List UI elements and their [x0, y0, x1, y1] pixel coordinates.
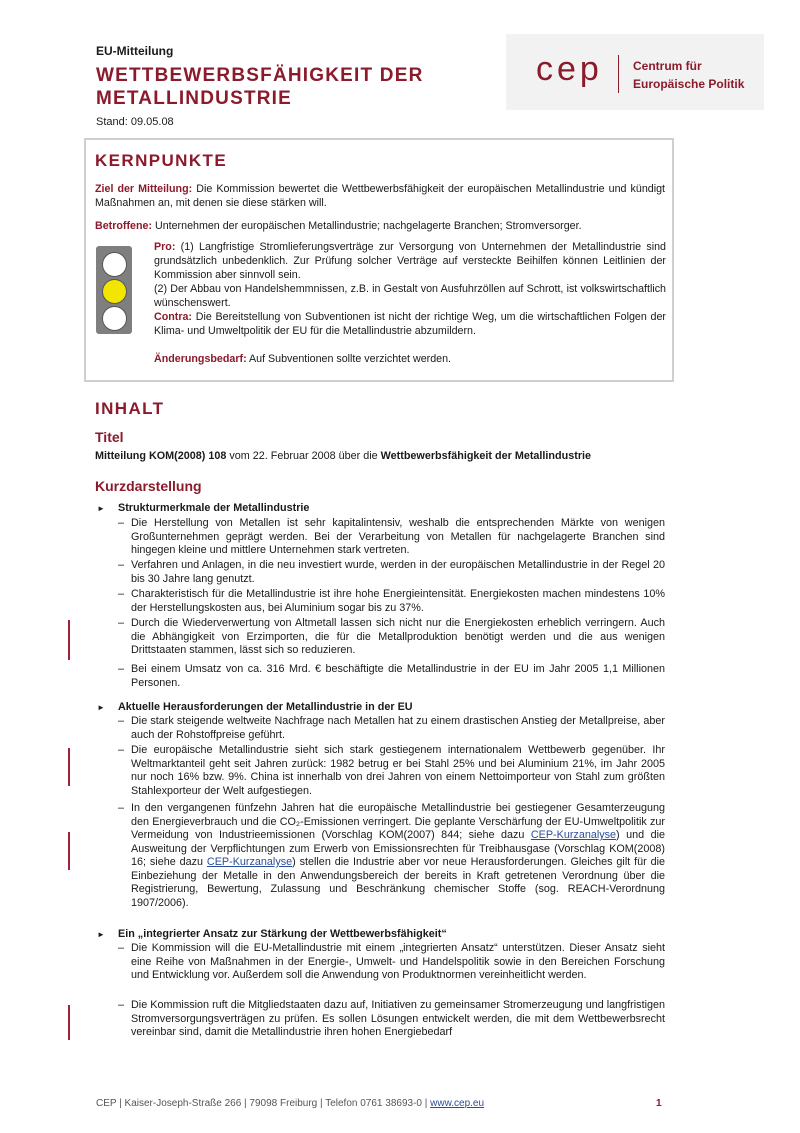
titel-line	[95, 450, 591, 462]
dash-marker: –	[118, 663, 125, 675]
dash-marker: –	[118, 715, 125, 727]
titel-part2: vom 22. Februar 2008 über die	[226, 450, 381, 462]
logo-name-line2: Europäische Politik	[633, 77, 745, 91]
list-item: Charakteristisch für die Metallindustrie ist ihre hohe Energieintensität. Energiekosten machen mindestens 10% der Herstellungskosten aus, bei Aluminium sogar bis zu 37%.	[131, 588, 665, 614]
footer-website-link[interactable]: www.cep.eu	[430, 1098, 485, 1109]
pro-label: Pro:	[154, 241, 176, 253]
titel-heading: Titel	[95, 429, 124, 445]
section-title-2: Aktuelle Herausforderungen der Metallindustrie in der EU	[118, 701, 413, 713]
cep-kurzanalyse-link-2[interactable]: CEP-Kurzanalyse	[206, 856, 293, 868]
item-text-c: ) stellen die Industrie aber vor neue Herausforderungen. Gleiches gilt für die Einbeziehung der Metalle in den Anwendungsbereich der bereits in Kraft getretenen Verordnung über die Registrierung, Bewertung, Zulassung und Beschränkung chemischer Stoffe (sog. REACH-Verordnung 1907/2006).	[131, 856, 665, 909]
section-bullet-icon: ►	[97, 504, 105, 513]
footer	[96, 1098, 484, 1109]
change-marker	[68, 1005, 70, 1040]
document-title: WETTBEWERBSFÄHIGKEIT DER METALLINDUSTRIE	[96, 65, 424, 109]
logo-divider	[618, 55, 619, 93]
aenderung-label: Änderungsbedarf:	[154, 353, 247, 365]
dash-marker: –	[118, 559, 125, 571]
dash-marker: –	[118, 999, 125, 1011]
page-number: 1	[656, 1098, 662, 1109]
dash-marker: –	[118, 802, 125, 814]
dash-marker: –	[118, 617, 125, 629]
inhalt-heading: INHALT	[95, 399, 165, 418]
pro-text-2: (2) Der Abbau von Handelshemmnissen, z.B. in Gestalt von Ausfuhrzöllen auf Schrott, ist volkswirtschaftlich wünschenswert.	[154, 283, 666, 309]
contra-label: Contra:	[154, 311, 192, 323]
footer-text: CEP | Kaiser-Joseph-Straße 266 | 79098 Freiburg | Telefon 0761 38693-0 |	[96, 1098, 431, 1109]
list-item: Die Kommission will die EU-Metallindustrie mit einem „integrierten Ansatz“ unterstützen. Dieser Ansatz sieht eine Reihe von Maßnahmen in der Energie-, Umwelt- und Handelspolitik sowie in den Bereichen Forschung und Entwicklung vor. Außerdem soll die Anwendung von Produktnormen vereinheitlicht werden.	[131, 942, 665, 981]
list-item: Die europäische Metallindustrie sieht sich stark gestiegenem internationalem Wettbewerb gegenüber. Ihr Weltmarktanteil geht seit Jahren zurück: 1982 betrug er bei Stahl 25% und bei Aluminium 21%, im Jahr 2005 nur noch 16% bzw. 9%. China ist innerhalb von drei Jahren von einem Nettoimporteur von Stahl zum größten Stahlexporteur der Welt aufgestiegen.	[131, 744, 665, 797]
section-title-3: Ein „integrierter Ansatz zur Stärkung der Wettbewerbsfähigkeit“	[118, 928, 447, 940]
traffic-light-yellow-lamp	[102, 279, 127, 304]
ziel-paragraph	[95, 182, 665, 210]
traffic-light-icon	[96, 246, 132, 334]
betroffene-label: Betroffene:	[95, 220, 153, 232]
change-marker	[68, 748, 70, 786]
list-item: Die Herstellung von Metallen ist sehr kapitalintensiv, weshalb die entsprechenden Märkte von wenigen Großunternehmen geprägt werden. Bei der Verarbeitung von Metallen für nachgelagerte Branchen sind hingegen kleine und mittlere Unternehmen stark vertreten.	[131, 517, 665, 556]
ziel-label: Ziel der Mitteilung:	[95, 183, 193, 195]
list-item: Bei einem Umsatz von ca. 316 Mrd. € beschäftigte die Metallindustrie in der EU im Jahr 2005 1,1 Millionen Personen.	[131, 663, 665, 689]
list-item: Die Kommission ruft die Mitgliedstaaten dazu auf, Initiativen zu gemeinsamer Stromerzeugung und langfristigen Stromversorgungsverträgen zu prüfen. Es sollen Lösungen entwickelt werden, die mit dem Wettbewerbsrecht vereinbar sind, damit die Metallindustrie ihren hohen Energiebedarf	[131, 999, 665, 1038]
traffic-light-green-lamp	[102, 306, 127, 331]
betroffene-paragraph	[95, 219, 665, 233]
kernpunkte-heading: KERNPUNKTE	[95, 151, 228, 170]
dash-marker: –	[118, 942, 125, 954]
contra-text: Die Bereitstellung von Subventionen ist nicht der richtige Weg, um die wirtschaftlichen Folgen der Klima- und Umweltpolitik der EU für die Metallindustrie abzumildern.	[154, 311, 666, 337]
change-marker	[68, 832, 70, 870]
traffic-light-red-lamp	[102, 252, 127, 277]
pro-paragraph	[154, 240, 666, 338]
change-marker	[68, 620, 70, 660]
titel-part3: Wettbewerbsfähigkeit der Metallindustrie	[380, 450, 592, 462]
dash-marker: –	[118, 588, 125, 600]
list-item: Die stark steigende weltweite Nachfrage nach Metallen hat zu einem drastischen Anstieg der Metallpreise, aber auch der Rohstoffpreise geführt.	[131, 715, 665, 741]
document-type: EU-Mitteilung	[96, 44, 174, 58]
dash-marker: –	[118, 744, 125, 756]
list-item: Verfahren und Anlagen, in die neu investiert wurde, werden in der europäischen Metallindustrie in der Regel 20 bis 30 Jahre lang genutzt.	[131, 559, 665, 585]
list-item: Durch die Wiederverwertung von Altmetall lassen sich nicht nur die Energiekosten erheblich verringern. Auch die Abhängigkeit von Erzimporten, die für die Metallproduktion benötigt werden und die aus wenigen Drittstaaten stammen, lässt sich so reduzieren.	[131, 617, 665, 656]
dash-marker: –	[118, 517, 125, 529]
section-bullet-icon: ►	[97, 930, 105, 939]
betroffene-text: Unternehmen der europäischen Metallindustrie; nachgelagerte Branchen; Stromversorger.	[152, 220, 582, 232]
pro-text-1: (1) Langfristige Stromlieferungsverträge zur Versorgung von Unternehmen der Metallindustrie sind grundsätzlich unbedenklich. Zur Prüfung solcher Verträge auf versteckte Beihilfen können Leitlinien der Kommission aber sinnvoll sein.	[154, 241, 666, 281]
aenderung-text: Auf Subventionen sollte verzichtet werden.	[246, 353, 452, 365]
cep-logo: cep	[536, 50, 603, 88]
kurzdarstellung-heading: Kurzdarstellung	[95, 478, 202, 494]
logo-name-line1: Centrum für	[633, 59, 702, 73]
titel-part1: Mitteilung KOM(2008) 108	[95, 450, 227, 462]
cep-kurzanalyse-link-1[interactable]: CEP-Kurzanalyse	[530, 829, 617, 841]
section-bullet-icon: ►	[97, 703, 105, 712]
ziel-text: Die Kommission bewertet die Wettbewerbsfähigkeit der europäischen Metallindustrie und kündigt Maßnahmen an, mit denen sie diese stärken will.	[95, 183, 666, 209]
item-text-b: ) und die Ausweitung der Verpflichtungen zum Erwerb von Emissionsrechten für Treibhausgase (Vorschlag KOM(2008) 16; siehe dazu	[131, 829, 665, 868]
section-title-1: Strukturmerkmale der Metallindustrie	[118, 502, 310, 514]
list-item	[131, 802, 665, 910]
document-date: Stand: 09.05.08	[96, 116, 174, 128]
item-text-a: In den vergangenen fünfzehn Jahren hat die europäische Metallindustrie bei gestiegener Gesamterzeugung den Energieverbrauch und die CO₂-Emissionen verringert. Die geplante Verschärfung der EU-Umweltpolitik zur Vermeidung von Industrieemissionen (Vorschlag KOM(2007) 844; siehe dazu	[131, 802, 665, 841]
aenderung-paragraph	[154, 352, 666, 366]
